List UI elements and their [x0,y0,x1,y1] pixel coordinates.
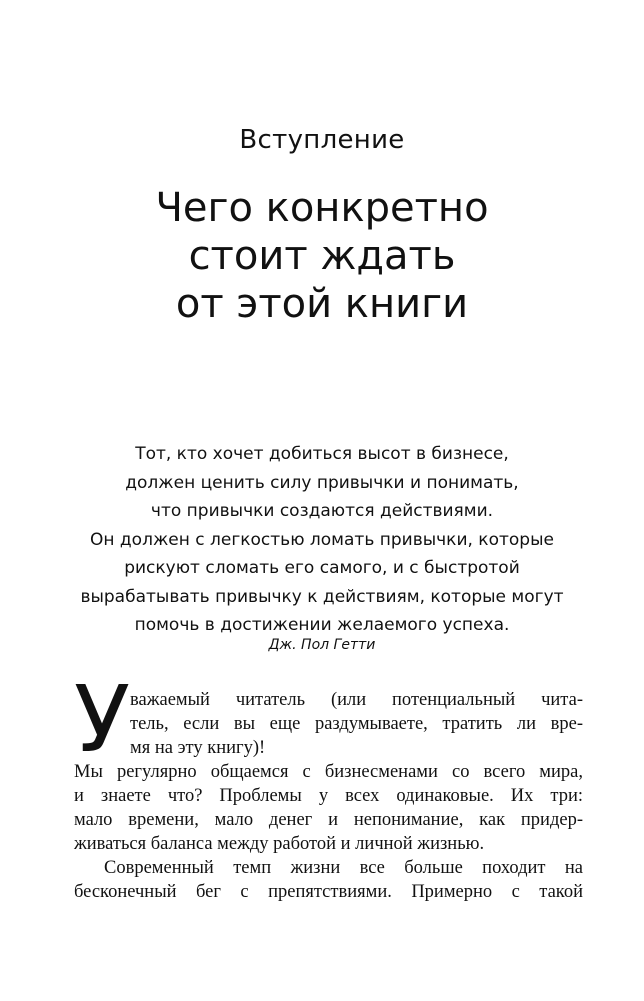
body-text-line: тель, если вы еще раздумываете, тратить ли вре- [130,714,583,734]
chapter-title [0,184,644,328]
body-text-line: важаемый читатель (или потенциальный чита- [130,690,583,710]
chapter-title-line: от этой книги [175,281,469,327]
epigraph-line: должен ценить силу привычки и понимать, [125,472,519,493]
epigraph-line: что привычки создаются действиями. [150,501,494,521]
chapter-title-line: Чего конкретно [155,185,489,231]
epigraph-line: Он должен с легкостью ломать привычки, которые [90,529,554,550]
body-text-line: Мы регулярно общаемся с бизнесменами со всего мира, [74,762,583,782]
body-text-line: мало времени, мало денег и непонимание, как придер- [74,810,583,830]
epigraph-quote [60,440,584,640]
body-text-line: мя на эту книгу)! [130,738,266,758]
epigraph-line: вырабатывать привычку к действиям, которые могут [80,586,564,607]
body-text-line: Современный темп жизни все больше походит на [104,858,583,878]
epigraph-author: Дж. Пол Гетти [268,637,376,653]
epigraph-line: Тот, кто хочет добиться высот в бизнесе, [135,444,509,464]
body-text-line: и знаете что? Проблемы у всех одинаковые. Их три: [74,786,583,806]
drop-cap: У [74,666,131,773]
epigraph-line: рискуют сломать его самого, и с быстротой [124,558,520,578]
chapter-label: Вступление [239,125,405,155]
body-text-line: живаться баланса между работой и личной жизнью. [74,834,485,854]
body-text-line: бесконечный бег с препятствиями. Примерно с такой [74,882,583,902]
epigraph-line: помочь в достижении желаемого успеха. [134,615,510,635]
chapter-title-line: стоит ждать [188,233,456,279]
